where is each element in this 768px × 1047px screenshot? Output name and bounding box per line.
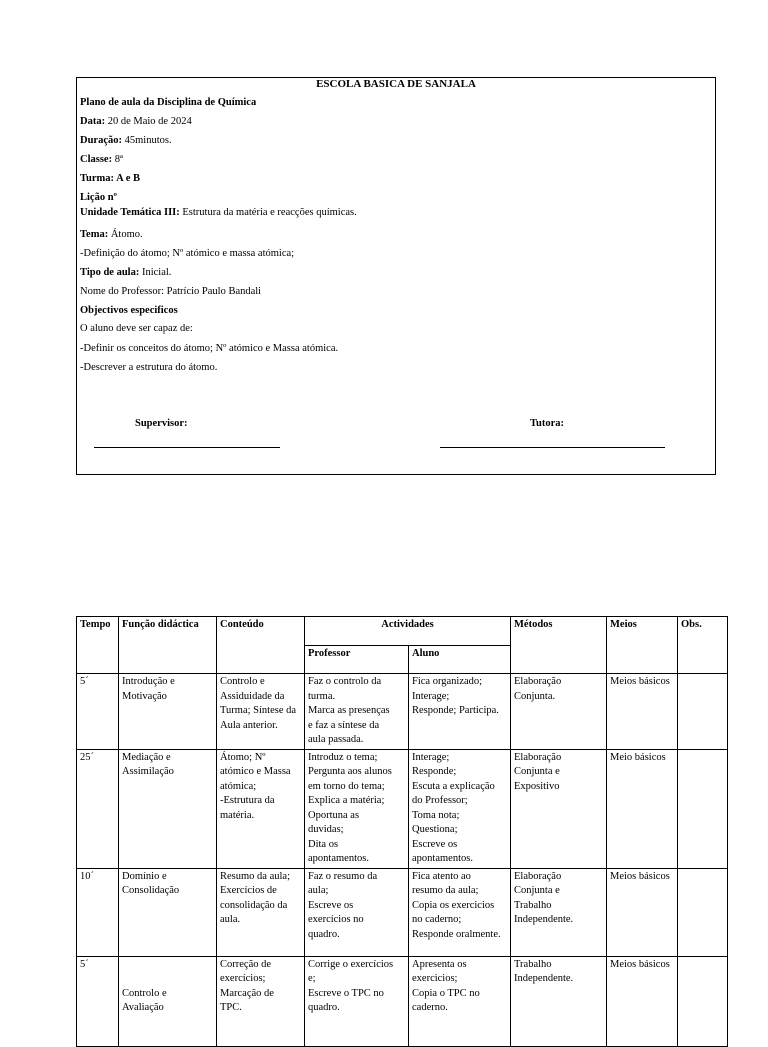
conteudo-line: Marcação de bbox=[220, 987, 274, 999]
cell-obs bbox=[678, 674, 728, 750]
unidade-label: Unidade Temática III: bbox=[80, 207, 180, 218]
professor-line: Pergunta aos alunos bbox=[308, 766, 392, 777]
table-row bbox=[77, 868, 728, 956]
aluno-line: Toma nota; bbox=[412, 809, 460, 821]
aluno-line: Responde; bbox=[412, 766, 457, 777]
tutora-label: Tutora: bbox=[530, 418, 565, 429]
header-tempo: Tempo bbox=[77, 617, 119, 674]
metodos-line: Elaboração bbox=[514, 751, 562, 763]
cell-tempo: 5´ bbox=[77, 956, 119, 1046]
conteudo-line: Exercícios de bbox=[220, 885, 277, 896]
aluno-line: Escuta a explicação bbox=[412, 780, 495, 792]
conteudo-line: exercícios; bbox=[220, 973, 266, 984]
aluno-line: Fica organizado; bbox=[412, 676, 483, 687]
cell-tempo: 10´ bbox=[77, 868, 119, 956]
metodos-line: Elaboração bbox=[514, 676, 562, 687]
aluno-line: Apresenta os bbox=[412, 958, 467, 970]
professor-line: quadro. bbox=[308, 1002, 340, 1013]
tipo-line bbox=[80, 266, 171, 280]
metodos-line: Conjunta e bbox=[514, 885, 560, 896]
professor-line: aula; bbox=[308, 885, 329, 896]
meios-line: Meios básicos bbox=[610, 958, 670, 970]
header-aluno: Aluno bbox=[409, 646, 511, 674]
header-conteudo: Conteúdo bbox=[217, 617, 305, 674]
tema-detail: -Definição do átomo; Nº atómico e massa atómica; bbox=[80, 248, 295, 259]
cell-meios bbox=[607, 749, 678, 868]
professor-line: apontamentos. bbox=[308, 853, 369, 864]
plan-title: Plano de aula da Disciplina de Química bbox=[80, 97, 257, 108]
funcao-line bbox=[122, 958, 213, 973]
professor-line: Faz o controlo da bbox=[308, 676, 382, 687]
cell-professor bbox=[305, 749, 409, 868]
funcao-line: Controlo e bbox=[122, 987, 167, 999]
cell-funcao bbox=[119, 749, 217, 868]
cell-meios bbox=[607, 956, 678, 1046]
aluno-line: Responde oralmente. bbox=[412, 928, 501, 940]
aluno-line: Questiona; bbox=[412, 824, 458, 835]
table-row bbox=[77, 749, 728, 868]
professor-line: aula passada. bbox=[308, 734, 364, 745]
metodos-line: Conjunta e bbox=[514, 766, 560, 777]
aluno-line: Copia os exercicios bbox=[412, 899, 495, 911]
funcao-line: Domínio e bbox=[122, 870, 167, 882]
funcao-line: Avaliação bbox=[122, 1002, 164, 1013]
cell-metodos bbox=[511, 956, 607, 1046]
aluno-line: Interage; bbox=[412, 690, 450, 702]
supervisor-label: Supervisor: bbox=[135, 418, 188, 429]
cell-conteudo bbox=[217, 674, 305, 750]
class-label: Classe: bbox=[80, 154, 113, 165]
professor-line: Oportuna as bbox=[308, 809, 360, 821]
professor-line: Faz o resumo da bbox=[308, 870, 378, 882]
header-professor: Professor bbox=[305, 646, 409, 674]
cell-funcao bbox=[119, 868, 217, 956]
cell-obs bbox=[678, 749, 728, 868]
funcao-line: Consolidação bbox=[122, 885, 180, 896]
meios-line: Meios básicos bbox=[610, 676, 670, 687]
tipo-value: Inicial. bbox=[139, 267, 172, 278]
conteudo-line: aula. bbox=[220, 914, 241, 925]
unidade-line bbox=[80, 206, 357, 220]
cell-metodos bbox=[511, 749, 607, 868]
cell-aluno bbox=[409, 868, 511, 956]
funcao-line: Assimilação bbox=[122, 766, 174, 777]
funcao-line: Introdução e bbox=[122, 676, 175, 687]
conteudo-line: consolidação da bbox=[220, 899, 288, 911]
aluno-line: Copia o TPC no bbox=[412, 987, 480, 999]
school-title: ESCOLA BASICA DE SANJALA bbox=[316, 78, 476, 90]
professor-line: Escreve o TPC no bbox=[308, 987, 384, 999]
lesson-activities-table bbox=[76, 616, 728, 1047]
tema-line bbox=[80, 228, 143, 242]
professor-line: e faz a síntese da bbox=[308, 719, 380, 731]
funcao-line: Mediação e bbox=[122, 751, 171, 763]
professor-line: turma. bbox=[308, 690, 336, 702]
tipo-label: Tipo de aula: bbox=[80, 267, 140, 278]
professor-line: duvidas; bbox=[308, 824, 344, 835]
meios-line: Meio básicos bbox=[610, 751, 666, 763]
cell-professor bbox=[305, 674, 409, 750]
cell-tempo: 5´ bbox=[77, 674, 119, 750]
header-meios: Meios bbox=[607, 617, 678, 674]
aluno-line: resumo da aula; bbox=[412, 885, 479, 896]
cell-conteudo bbox=[217, 749, 305, 868]
cell-meios bbox=[607, 674, 678, 750]
header-obs: Obs. bbox=[678, 617, 728, 674]
aluno-line: Responde; Participa. bbox=[412, 705, 499, 716]
aluno-line: exercicios; bbox=[412, 973, 458, 984]
tema-label: Tema: bbox=[80, 229, 109, 240]
table-row bbox=[77, 674, 728, 750]
supervisor-signature-line bbox=[94, 447, 280, 448]
aluno-line: Interage; bbox=[412, 751, 450, 763]
objectivo-1: -Definir os conceitos do átomo; Nº atómico e Massa atómica. bbox=[80, 343, 339, 354]
conteudo-line: Átomo; Nº bbox=[220, 751, 266, 763]
date-label: Data: bbox=[80, 116, 106, 127]
conteudo-line: atómico e Massa bbox=[220, 766, 291, 777]
funcao-line bbox=[122, 972, 213, 987]
aluno-line: Escreve os bbox=[412, 838, 458, 850]
conteudo-line: matéria. bbox=[220, 809, 255, 821]
duration-value: 45minutos. bbox=[122, 135, 172, 146]
professor-line: Explica a matéria; bbox=[308, 795, 385, 806]
cell-aluno bbox=[409, 749, 511, 868]
metodos-line: Independente. bbox=[514, 973, 574, 984]
date-line bbox=[80, 115, 192, 129]
cell-aluno bbox=[409, 956, 511, 1046]
metodos-line: Expositivo bbox=[514, 780, 560, 792]
cell-conteudo bbox=[217, 868, 305, 956]
conteudo-line: Controlo e bbox=[220, 676, 265, 687]
professor-line: Introduz o tema; bbox=[308, 751, 378, 763]
funcao-line: Motivação bbox=[122, 690, 167, 702]
conteudo-line: -Estrutura da bbox=[220, 795, 275, 806]
meios-line: Meios básicos bbox=[610, 870, 670, 882]
conteudo-line: atómica; bbox=[220, 780, 257, 792]
cell-professor bbox=[305, 868, 409, 956]
metodos-line: Elaboração bbox=[514, 870, 562, 882]
objectivos-intro: O aluno deve ser capaz de: bbox=[80, 323, 193, 334]
duration-line bbox=[80, 134, 172, 148]
aluno-line: caderno. bbox=[412, 1002, 448, 1013]
professor-line: Marca as presenças bbox=[308, 705, 390, 716]
cell-funcao bbox=[119, 956, 217, 1046]
unidade-value: Estrutura da matéria e reacções químicas. bbox=[179, 207, 357, 218]
header-actividades: Actividades bbox=[305, 617, 511, 646]
cell-conteudo bbox=[217, 956, 305, 1046]
professor-line: em torno do tema; bbox=[308, 780, 385, 792]
professor-line: e; bbox=[308, 973, 316, 984]
professor-line: Escreve os bbox=[308, 899, 354, 911]
header-funcao: Função didáctica bbox=[119, 617, 217, 674]
tema-value: Átomo. bbox=[108, 229, 143, 240]
conteudo-line: Assiduidade da bbox=[220, 690, 285, 702]
metodos-line: Trabalho bbox=[514, 899, 552, 911]
turma-line: Turma: A e B bbox=[80, 173, 140, 184]
class-value: 8ª bbox=[112, 154, 123, 165]
aluno-line: no caderno; bbox=[412, 914, 462, 925]
metodos-line: Trabalho bbox=[514, 958, 552, 970]
professor-line: exercícios no bbox=[308, 914, 364, 925]
aluno-line: do Professor; bbox=[412, 795, 468, 806]
lesson-header-box bbox=[76, 77, 716, 475]
tutora-signature-line bbox=[440, 447, 665, 448]
conteudo-line: Aula anterior. bbox=[220, 719, 278, 731]
aluno-line: apontamentos. bbox=[412, 853, 473, 864]
objectivos-heading: Objectivos especificos bbox=[80, 305, 178, 316]
class-line bbox=[80, 153, 123, 167]
header-metodos: Métodos bbox=[511, 617, 607, 674]
objectivo-2: -Descrever a estrutura do átomo. bbox=[80, 362, 218, 373]
professor-line: Dita os bbox=[308, 838, 339, 850]
cell-metodos bbox=[511, 868, 607, 956]
conteudo-line: TPC. bbox=[220, 1002, 242, 1013]
conteudo-line: Turma; Síntese da bbox=[220, 705, 297, 716]
cell-professor bbox=[305, 956, 409, 1046]
metodos-line: Conjunta. bbox=[514, 690, 556, 702]
licao-line: Lição nº bbox=[80, 192, 118, 203]
duration-label: Duração: bbox=[80, 135, 122, 146]
professor-line: Corrige o exercícios bbox=[308, 958, 394, 970]
cell-aluno bbox=[409, 674, 511, 750]
cell-tempo: 25´ bbox=[77, 749, 119, 868]
date-value: 20 de Maio de 2024 bbox=[105, 116, 192, 127]
professor-line: quadro. bbox=[308, 928, 340, 940]
conteudo-line: Resumo da aula; bbox=[220, 870, 290, 882]
conteudo-line: Correção de bbox=[220, 958, 272, 970]
cell-metodos bbox=[511, 674, 607, 750]
aluno-line: Fica atento ao bbox=[412, 870, 471, 882]
table-row bbox=[77, 956, 728, 1046]
cell-funcao bbox=[119, 674, 217, 750]
professor-name: Nome do Professor: Patrício Paulo Bandali bbox=[80, 286, 262, 297]
cell-obs bbox=[678, 868, 728, 956]
cell-meios bbox=[607, 868, 678, 956]
cell-obs bbox=[678, 956, 728, 1046]
metodos-line: Independente. bbox=[514, 914, 574, 925]
